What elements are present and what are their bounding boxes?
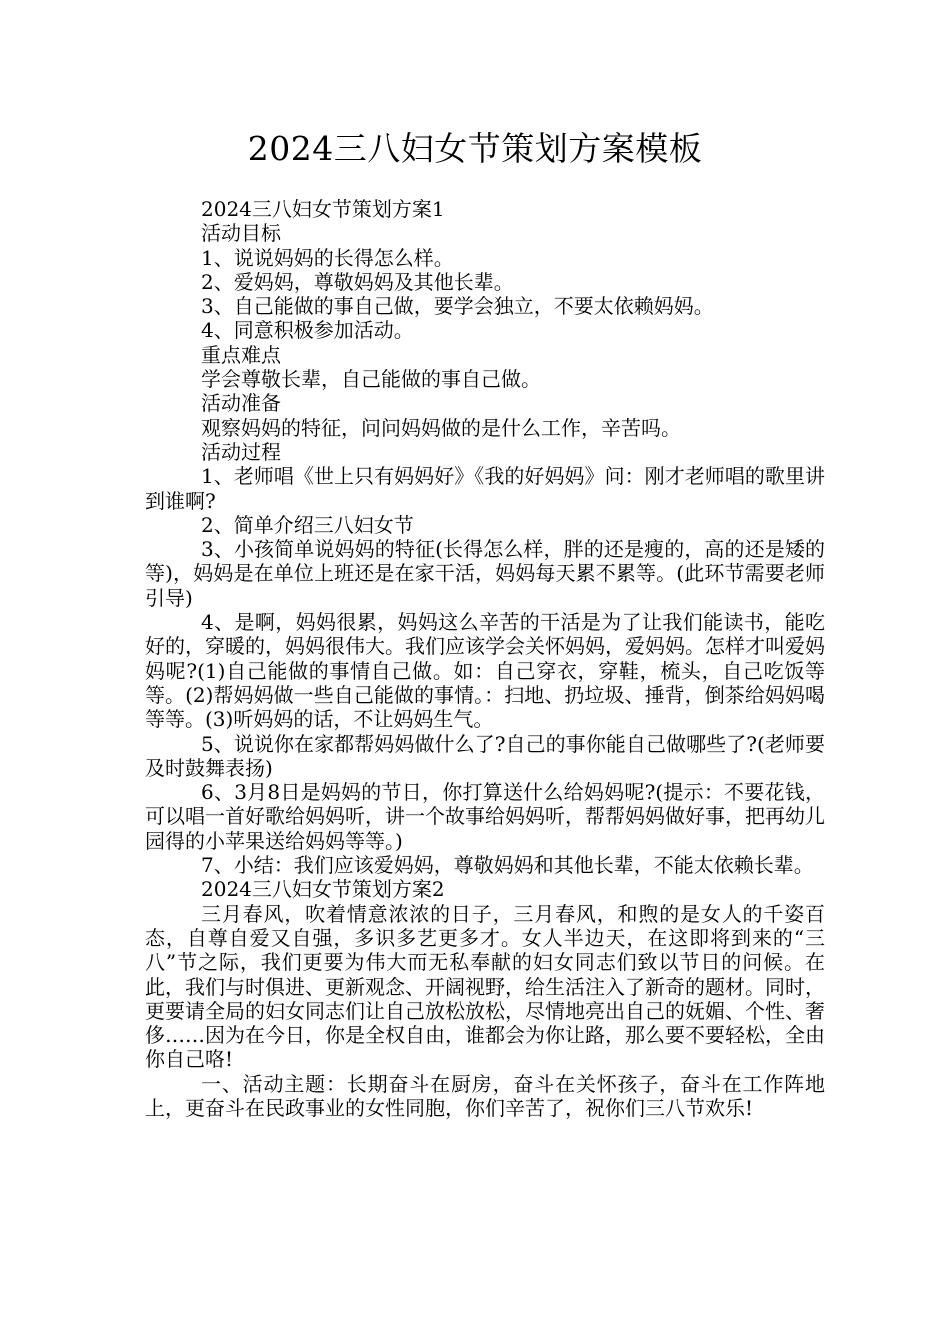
section-heading-plan-2: 2024三八妇女节策划方案2 xyxy=(201,877,445,902)
goal-item-1: 1、说说妈妈的长得怎么样。 xyxy=(201,245,454,270)
process-step-7: 7、小结：我们应该爱妈妈，尊敬妈妈和其他长辈，不能太依赖长辈。 xyxy=(201,853,814,878)
plan-2-intro-paragraph: 三月春风，吹着情意浓浓的日子，三月春风，和煦的是女人的千姿百态，自尊自爱又自强，多识多艺更多才。女人半边天，在这即将到来的“三八”节之际，我们更要为伟大而无私奉献的妇女同志们致以节日的问候。在此，我们与时俱进、更新观念、开阔视野，给生活注入了新奇的题材。同时，更要请全局的妇女同志们让自己放松放松，尽情地亮出自己的妩媚、个性、奢侈……因为在今日，你是全权自由，谁都会为你让路，那么要不要轻松，全由你自己咯! xyxy=(145,901,825,1072)
goal-item-4: 4、同意积极参加活动。 xyxy=(201,318,414,343)
preparation-text: 观察妈妈的特征，问问妈妈做的是什么工作，辛苦吗。 xyxy=(201,415,681,440)
document-body xyxy=(145,197,825,1120)
document-title: 2024三八妇女节策划方案模板 xyxy=(247,129,703,168)
section-heading-plan-1: 2024三八妇女节策划方案1 xyxy=(201,197,445,221)
process-step-4: 4、是啊，妈妈很累，妈妈这么辛苦的干活是为了让我们能读书，能吃好的，穿暖的，妈妈很伟大。我们应该学会关怀妈妈，爱妈妈。怎样才叫爱妈妈呢?(1)自己能做的事情自己做。如：自己穿衣，穿鞋，梳头，自己吃饭等等。(2)帮妈妈做一些自己能做的事情。：扫地、扔垃圾、捶背，倒茶给妈妈喝等等。(3)听妈妈的话，不让妈妈生气。 xyxy=(145,610,825,732)
goal-item-3: 3、自己能做的事自己做，要学会独立，不要太依赖妈妈。 xyxy=(201,294,714,319)
subheading-process: 活动过程 xyxy=(201,439,281,464)
process-step-3: 3、小孩简单说妈妈的特征(长得怎么样，胖的还是瘦的，高的还是矮的等)，妈妈是在单位上班还是在家干活，妈妈每天累不累等。(此环节需要老师引导) xyxy=(145,537,825,610)
process-step-1: 1、老师唱《世上只有妈妈好》《我的好妈妈》问：刚才老师唱的歌里讲到谁啊? xyxy=(145,464,825,513)
subheading-key-points: 重点难点 xyxy=(201,342,281,367)
plan-2-theme-paragraph: 一、活动主题：长期奋斗在厨房，奋斗在关怀孩子，奋斗在工作阵地上，更奋斗在民政事业的女性同胞，你们辛苦了，祝你们三八节欢乐! xyxy=(145,1071,825,1120)
goal-item-2: 2、爱妈妈，尊敬妈妈及其他长辈。 xyxy=(201,269,514,294)
subheading-preparation: 活动准备 xyxy=(201,391,281,416)
subheading-goals: 活动目标 xyxy=(201,221,281,246)
process-step-6: 6、3月8日是妈妈的节日，你打算送什么给妈妈呢?(提示：不要花钱，可以唱一首好歌给妈妈听，讲一个故事给妈妈听，帮帮妈妈做好事，把再幼儿园得的小苹果送给妈妈等等。) xyxy=(145,780,825,853)
process-step-2: 2、简单介绍三八妇女节 xyxy=(201,512,414,537)
key-points-text: 学会尊敬长辈，自己能做的事自己做。 xyxy=(201,367,541,392)
process-step-5: 5、说说你在家都帮妈妈做什么了?自己的事你能自己做哪些了?(老师要及时鼓舞表扬) xyxy=(145,731,825,780)
